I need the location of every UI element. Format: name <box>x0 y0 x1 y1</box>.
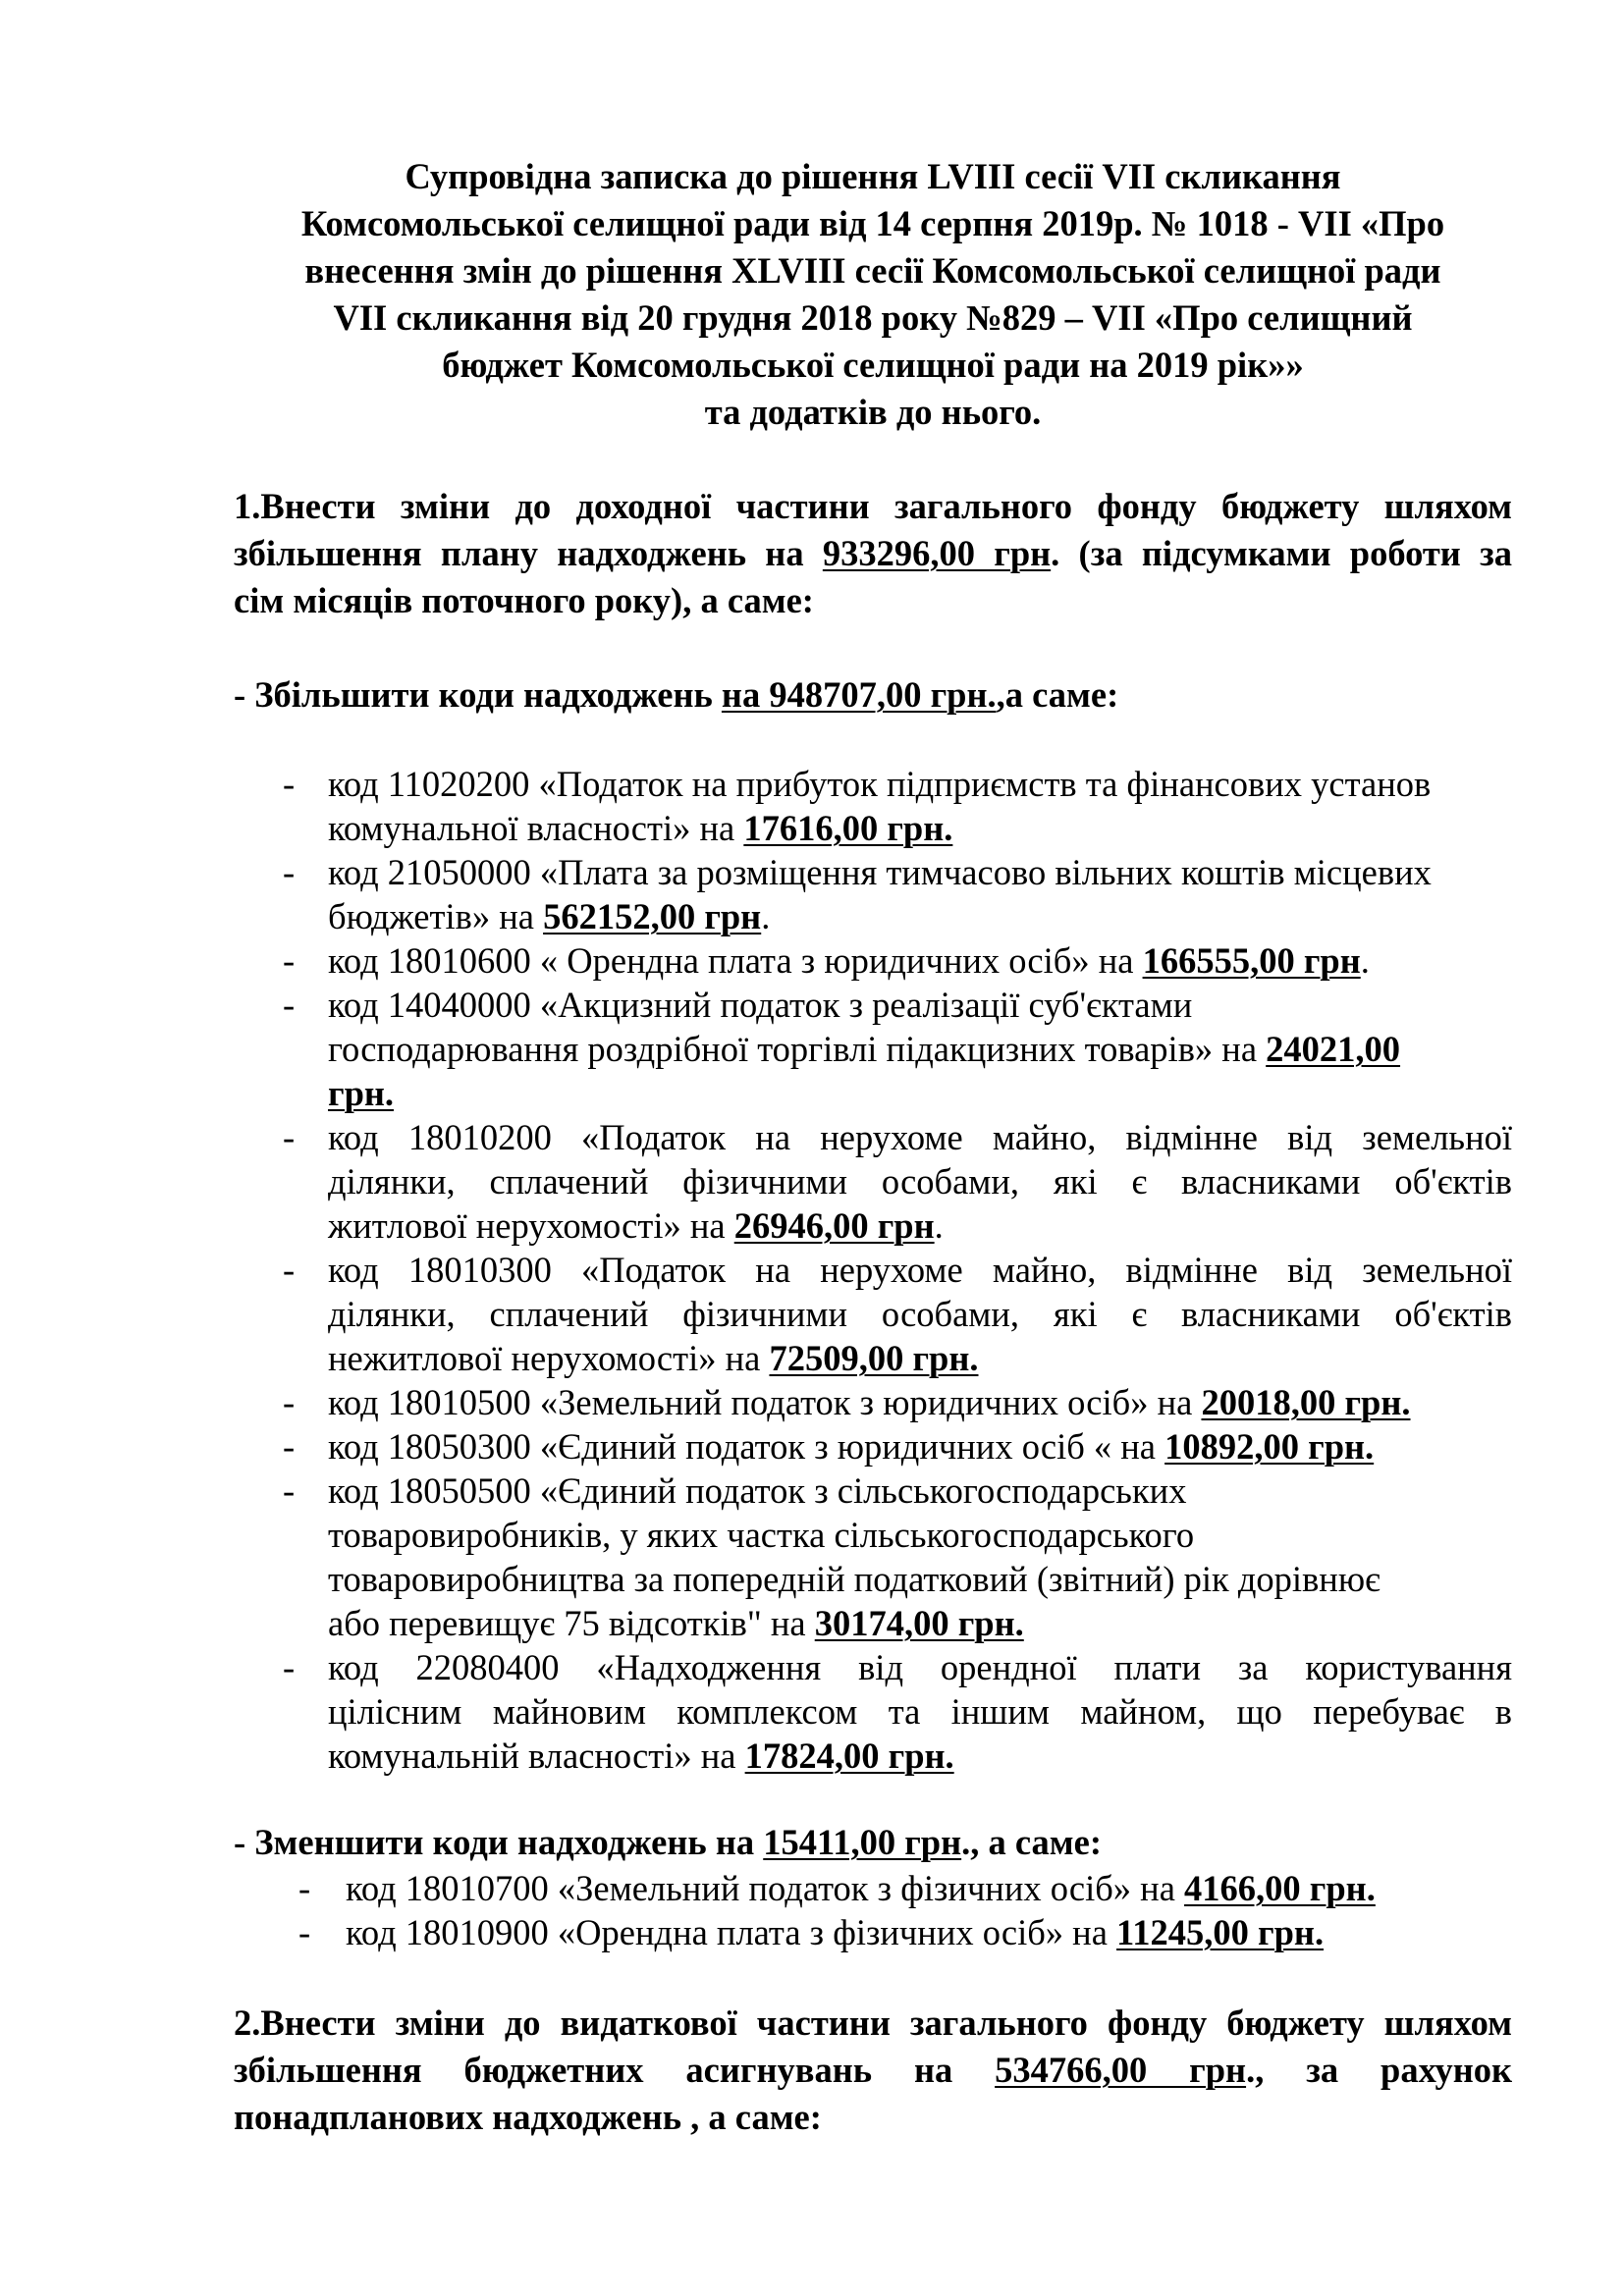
list-dash: - <box>298 1868 311 1908</box>
increase-code-item <box>234 1248 1512 1380</box>
title-line: Супровідна записка до рішення LVIII сесії VII скликання <box>405 156 1341 196</box>
list-dash: - <box>298 1912 311 1952</box>
section-2-line-2: збільшення бюджетних асигнувань на 534766,00 грн., за рахунок <box>234 2050 1513 2090</box>
item-text: код 18050500 «Єдиний податок з сільськогосподарських <box>328 1470 1187 1511</box>
item-amount: 24021,00 <box>1266 1029 1401 1069</box>
item-text: код 18010300 «Податок на нерухоме майно, відмінне від земельної <box>328 1250 1512 1290</box>
section-2-amount: 534766,00 грн <box>995 2050 1247 2090</box>
item-text: нежитлової нерухомості» на <box>328 1338 770 1378</box>
item-text: комунальній власності» на <box>328 1735 745 1776</box>
list-dash: - <box>283 1382 296 1422</box>
item-tail: . <box>761 896 771 936</box>
item-amount: 562152,00 грн <box>543 896 762 936</box>
increase-code-item <box>234 1645 1512 1778</box>
item-amount-unit: грн. <box>328 1073 395 1113</box>
increase-code-list <box>234 762 1512 1778</box>
section-1-line-3: сім місяців поточного року), а саме: <box>234 580 814 620</box>
item-text: комунальної власності» на <box>328 808 744 848</box>
item-text: або перевищує 75 відсотків" на <box>328 1603 815 1643</box>
item-amount: 20018,00 грн. <box>1201 1382 1411 1422</box>
item-amount: 17824,00 грн. <box>744 1735 954 1776</box>
section-2-line-3: понадпланових надходжень , а саме: <box>234 2097 822 2137</box>
list-dash: - <box>283 985 296 1025</box>
item-amount: 30174,00 грн. <box>814 1603 1024 1643</box>
item-amount: 17616,00 грн. <box>743 808 953 848</box>
item-text: цілісним майновим комплексом та іншим майном, що перебуває в <box>328 1691 1512 1732</box>
section-1-amount: 933296,00 грн <box>822 533 1052 573</box>
list-dash: - <box>283 852 296 892</box>
item-text: товаровиробництва за попередній податковий (звітний) рік дорівнює <box>328 1559 1380 1599</box>
section-1-line-1: 1.Внести зміни до доходної частини загального фонду бюджету шляхом <box>234 486 1512 526</box>
item-text: код 22080400 «Надходження від орендної плати за користування <box>328 1647 1512 1687</box>
section-2-line-1: 2.Внести зміни до видаткової частини загального фонду бюджету шляхом <box>234 2002 1512 2043</box>
item-text: житлової нерухомості» на <box>328 1205 734 1246</box>
list-dash: - <box>283 1250 296 1290</box>
section-2 <box>234 2000 1512 2141</box>
decrease-code-item <box>234 1866 1512 1910</box>
list-dash: - <box>283 1426 296 1467</box>
document-page <box>234 153 1512 2141</box>
item-amount: 11245,00 грн. <box>1116 1912 1325 1952</box>
list-dash: - <box>283 940 296 981</box>
section-1 <box>234 483 1512 624</box>
item-text: код 18010700 «Земельний податок з фізичних осіб» на <box>346 1868 1185 1908</box>
item-tail: . <box>934 1205 944 1246</box>
list-dash: - <box>283 1470 296 1511</box>
item-text: господарювання роздрібної торгівлі підакцизних товарів» на <box>328 1029 1267 1069</box>
decrease-heading: - Зменшити коди надходжень на 15411,00 грн., а саме: <box>234 1822 1103 1862</box>
list-dash: - <box>283 1647 296 1687</box>
increase-code-item <box>234 938 1512 983</box>
title-line: VII скликання від 20 грудня 2018 року №829 – VII «Про селищний <box>333 297 1413 338</box>
item-tail: . <box>1360 940 1370 981</box>
item-amount: 26946,00 грн <box>733 1205 935 1246</box>
increase-heading: - Збільшити коди надходжень на 948707,00 грн.,а саме: <box>234 674 1119 715</box>
increase-code-item <box>234 850 1512 938</box>
title-line: та додатків до нього. <box>704 392 1042 432</box>
item-amount: 166555,00 грн <box>1142 940 1361 981</box>
decrease-code-list <box>234 1866 1512 1954</box>
item-amount: 10892,00 грн. <box>1164 1426 1375 1467</box>
increase-code-item <box>234 1115 1512 1248</box>
item-text: код 18050300 «Єдиний податок з юридичних осіб « на <box>328 1426 1165 1467</box>
list-dash: - <box>283 764 296 804</box>
increase-code-item <box>234 762 1512 850</box>
item-text: ділянки, сплачений фізичними особами, які є власниками об'єктів <box>328 1161 1512 1201</box>
item-text: ділянки, сплачений фізичними особами, які є власниками об'єктів <box>328 1294 1512 1334</box>
item-text: код 18010900 «Орендна плата з фізичних осіб» на <box>346 1912 1117 1952</box>
document-title <box>234 153 1512 436</box>
item-text: код 14040000 «Акцизний податок з реалізації суб'єктами <box>328 985 1193 1025</box>
increase-code-item <box>234 983 1512 1115</box>
item-text: бюджетів» на <box>328 896 544 936</box>
increase-code-item <box>234 1424 1512 1468</box>
increase-code-item <box>234 1380 1512 1424</box>
item-amount: 72509,00 грн. <box>769 1338 979 1378</box>
increase-amount: на 948707,00 грн. <box>721 674 997 715</box>
item-amount: 4166,00 грн. <box>1184 1868 1376 1908</box>
decrease-code-item <box>234 1910 1512 1954</box>
increase-code-item <box>234 1468 1512 1645</box>
title-line: внесення змін до рішення XLVIII сесії Комсомольської селищної ради <box>304 250 1441 291</box>
item-text: код 18010200 «Податок на нерухоме майно, відмінне від земельної <box>328 1117 1512 1157</box>
item-text: код 11020200 «Податок на прибуток підприємств та фінансових установ <box>328 764 1432 804</box>
list-dash: - <box>283 1117 296 1157</box>
section-1-line-2: збільшення плану надходжень на 933296,00 грн. (за підсумками роботи за <box>234 533 1512 573</box>
item-text: код 18010600 « Орендна плата з юридичних осіб» на <box>328 940 1143 981</box>
item-text: товаровиробників, у яких частка сільськогосподарського <box>328 1515 1195 1555</box>
item-text: код 18010500 «Земельний податок з юридичних осіб» на <box>328 1382 1202 1422</box>
title-line: Комсомольської селищної ради від 14 серпня 2019р. № 1018 - VII «Про <box>300 203 1445 243</box>
decrease-amount: 15411,00 грн <box>763 1822 962 1862</box>
item-text: код 21050000 «Плата за розміщення тимчасово вільних коштів місцевих <box>328 852 1432 892</box>
title-line: бюджет Комсомольської селищної ради на 2019 рік»» <box>442 345 1304 385</box>
